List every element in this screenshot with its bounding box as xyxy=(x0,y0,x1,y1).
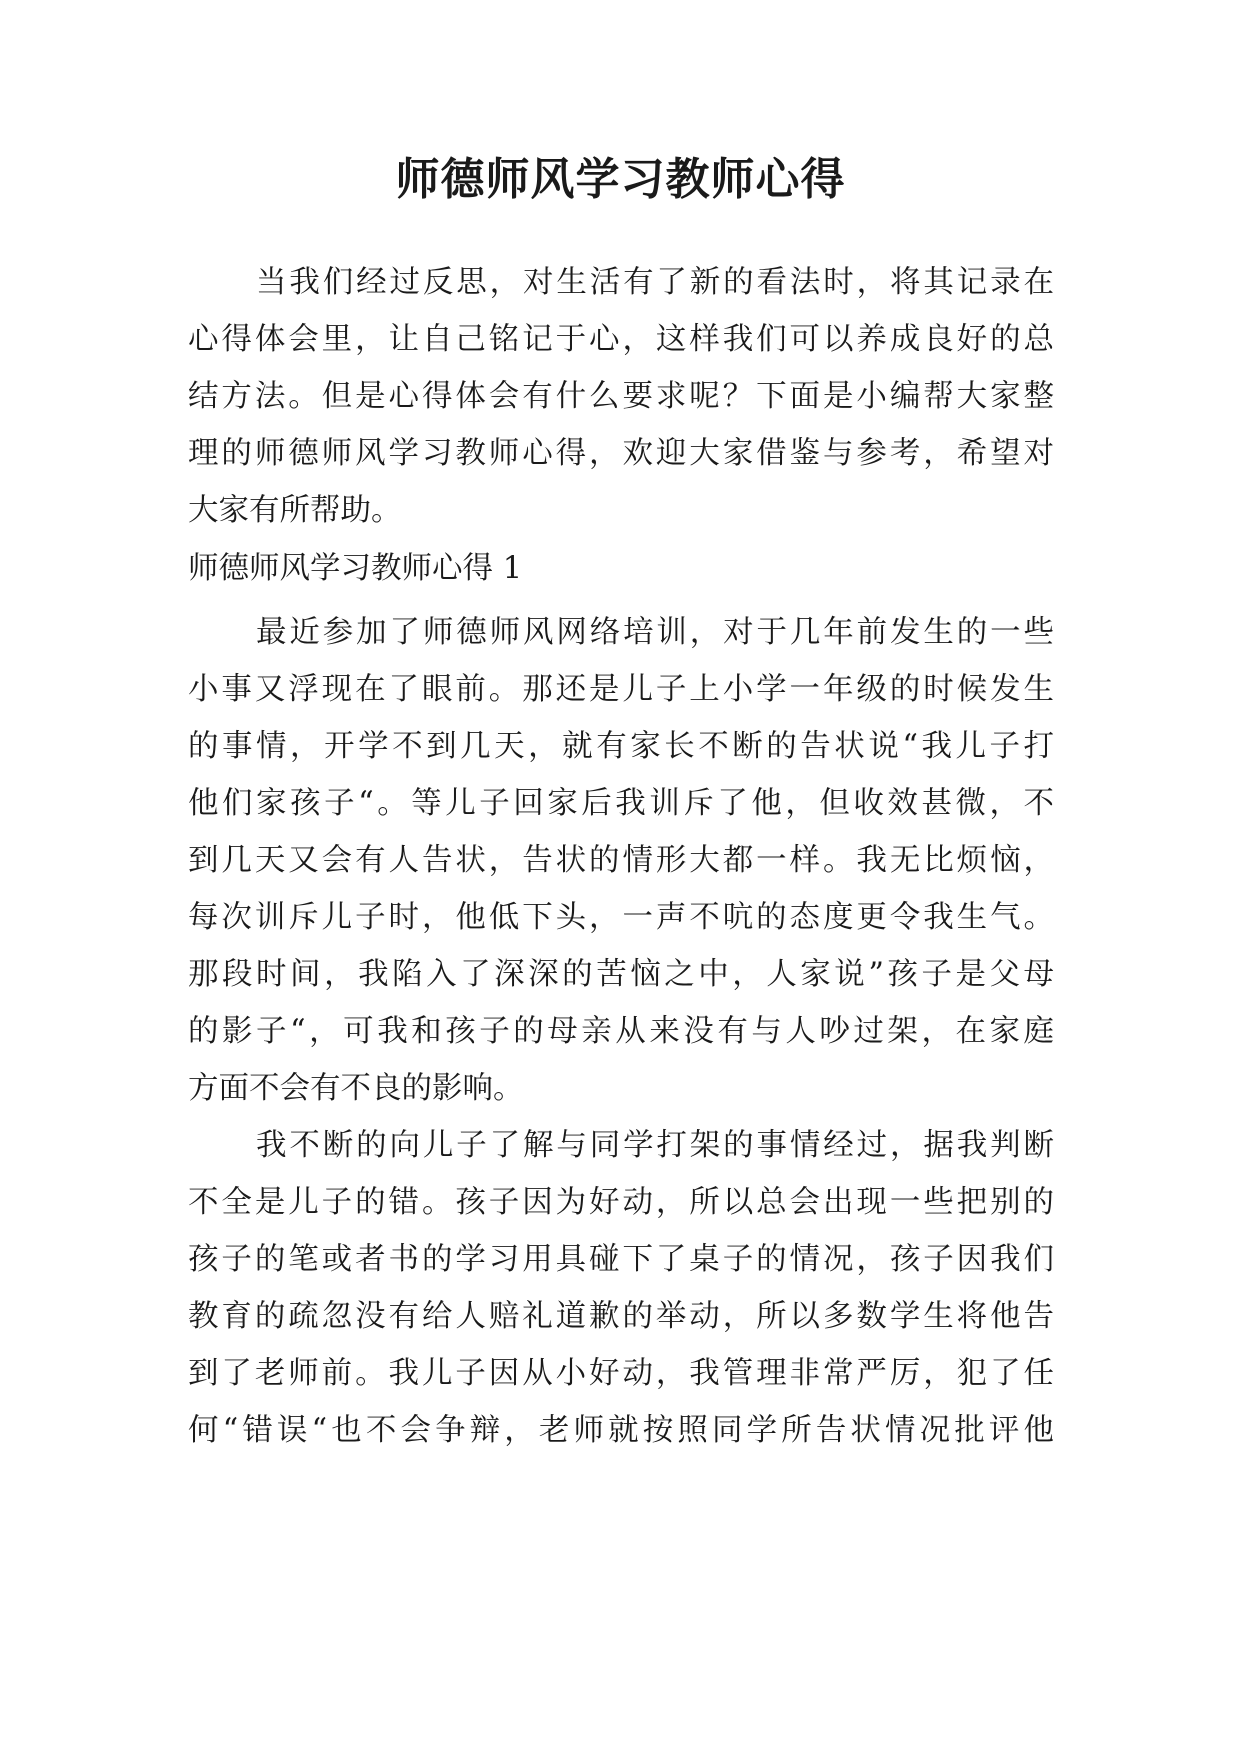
paragraph-line: 小事又浮现在了眼前。那还是儿子上小学一年级的时候发生 xyxy=(188,672,1054,707)
paragraph-1 xyxy=(188,604,1054,1117)
paragraph-line: 到几天又会有人告状，告状的情形大都一样。我无比烦恼， xyxy=(188,843,1054,878)
paragraph-line: 孩子的笔或者书的学习用具碰下了桌子的情况，孩子因我们 xyxy=(188,1242,1054,1277)
paragraph-line: 的影子“，可我和孩子的母亲从来没有与人吵过架，在家庭 xyxy=(188,1014,1054,1049)
intro-paragraph xyxy=(188,254,1054,539)
intro-line: 大家有所帮助。 xyxy=(188,493,402,528)
paragraph-2 xyxy=(188,1117,1054,1459)
section-heading-block xyxy=(188,540,1054,597)
intro-line: 当我们经过反思，对生活有了新的看法时，将其记录在 xyxy=(256,265,1054,300)
paragraph-line: 的事情，开学不到几天，就有家长不断的告状说“我儿子打 xyxy=(188,729,1054,764)
intro-line: 理的师德师风学习教师心得，欢迎大家借鉴与参考，希望对 xyxy=(188,436,1054,471)
paragraph-line: 我不断的向儿子了解与同学打架的事情经过，据我判断 xyxy=(256,1128,1054,1163)
document-title: 师德师风学习教师心得 xyxy=(395,154,846,205)
paragraph-line: 何“错误“也不会争辩，老师就按照同学所告状情况批评他 xyxy=(188,1413,1054,1448)
intro-line: 心得体会里，让自己铭记于心，这样我们可以养成良好的总 xyxy=(188,322,1054,357)
paragraph-line: 方面不会有不良的影响。 xyxy=(188,1071,524,1106)
paragraph-line: 最近参加了师德师风网络培训，对于几年前发生的一些 xyxy=(256,615,1054,650)
paragraph-line: 每次训斥儿子时，他低下头，一声不吭的态度更令我生气。 xyxy=(188,900,1054,935)
paragraph-line: 他们家孩子“。等儿子回家后我训斥了他，但收效甚微，不 xyxy=(188,786,1054,821)
paragraph-line: 不全是儿子的错。孩子因为好动，所以总会出现一些把别的 xyxy=(188,1185,1054,1220)
section-heading: 师德师风学习教师心得 1 xyxy=(188,551,523,586)
paragraph-line: 那段时间，我陷入了深深的苦恼之中，人家说”孩子是父母 xyxy=(188,957,1054,992)
paragraph-line: 教育的疏忽没有给人赔礼道歉的举动，所以多数学生将他告 xyxy=(188,1299,1054,1334)
paragraph-line: 到了老师前。我儿子因从小好动，我管理非常严厉，犯了任 xyxy=(188,1356,1054,1391)
intro-line: 结方法。但是心得体会有什么要求呢？下面是小编帮大家整 xyxy=(188,379,1054,414)
